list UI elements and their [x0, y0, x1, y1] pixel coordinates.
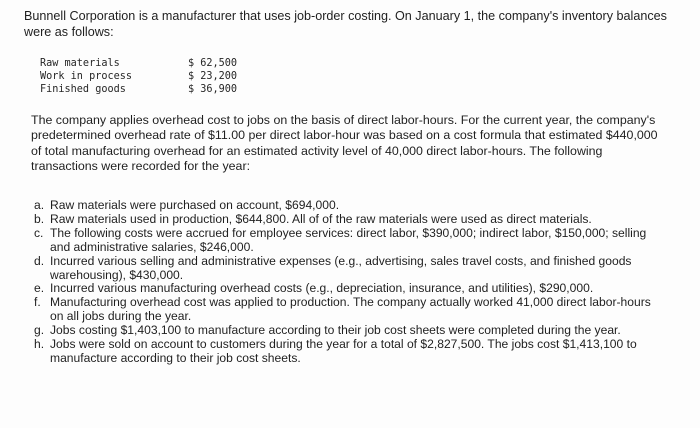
transaction-letter: b.	[34, 211, 45, 226]
transaction-text: The following costs were accrued for employee services: direct labor, $390,000; indirect labor, $150,000; selling and administrative salaries, $246,000.	[50, 225, 647, 254]
transaction-text: Raw materials used in production, $644,800. All of of the raw materials were used as direct materials.	[50, 211, 592, 226]
balance-value: $ 36,900	[188, 84, 238, 96]
balance-value: $ 23,200	[188, 71, 238, 83]
transaction-item	[34, 213, 664, 227]
transaction-item	[34, 255, 664, 283]
transaction-item	[34, 282, 664, 296]
intro-text: Bunnell Corporation is a manufacturer that uses job-order costing. On January 1, the company's inventory balances were as follows:	[24, 9, 667, 39]
transaction-item	[34, 227, 664, 255]
transaction-item	[34, 296, 664, 324]
balance-label: Work in process	[40, 71, 133, 83]
transaction-item	[34, 338, 664, 366]
overhead-paragraph: The company applies overhead cost to jobs on the basis of direct labor-hours. For the current year, the company's predetermined overhead rate of $11.00 per direct labor-hour was based on a cost formula that estimated $440,000 of total manufacturing overhead for an estimated activity level of 40,000 direct labor-hours. The following transactions were recorded for the year:	[31, 113, 658, 174]
transaction-letter: a.	[34, 198, 45, 212]
transaction-item	[34, 199, 664, 213]
transaction-item	[34, 324, 664, 338]
transaction-letter: g.	[34, 323, 45, 338]
balance-label: Raw materials	[40, 58, 120, 69]
balance-row	[40, 70, 258, 83]
transaction-text: Manufacturing overhead cost was applied to production. The company actually worked 41,000 direct labor-hours on all jobs during the year.	[50, 295, 651, 324]
transaction-letter: e.	[34, 281, 45, 296]
transaction-letter: c.	[34, 225, 44, 240]
transaction-text: Jobs were sold on account to customers during the year for a total of $2,827,500. The jobs cost $1,413,100 to manufacture according to their job cost sheets.	[50, 337, 637, 365]
transaction-text: Incurred various manufacturing overhead costs (e.g., depreciation, insurance, and utilities), $290,000.	[50, 281, 594, 296]
transaction-text: Jobs costing $1,403,100 to manufacture according to their job cost sheets were completed during the year.	[50, 323, 621, 338]
transactions-list	[34, 199, 664, 366]
transaction-letter: h.	[34, 337, 45, 352]
transaction-text: Raw materials were purchased on account, $694,000.	[50, 198, 340, 212]
transaction-letter: f.	[34, 295, 41, 310]
balance-row	[40, 57, 258, 70]
balance-label: Finished goods	[40, 84, 126, 96]
inventory-balances-table	[40, 57, 258, 97]
transaction-text: Incurred various selling and administrative expenses (e.g., advertising, sales travel costs, and finished goods warehousing), $430,000.	[50, 253, 632, 282]
balance-value: $ 62,500	[188, 58, 238, 69]
balance-row	[40, 83, 258, 96]
transaction-letter: d.	[34, 253, 45, 268]
